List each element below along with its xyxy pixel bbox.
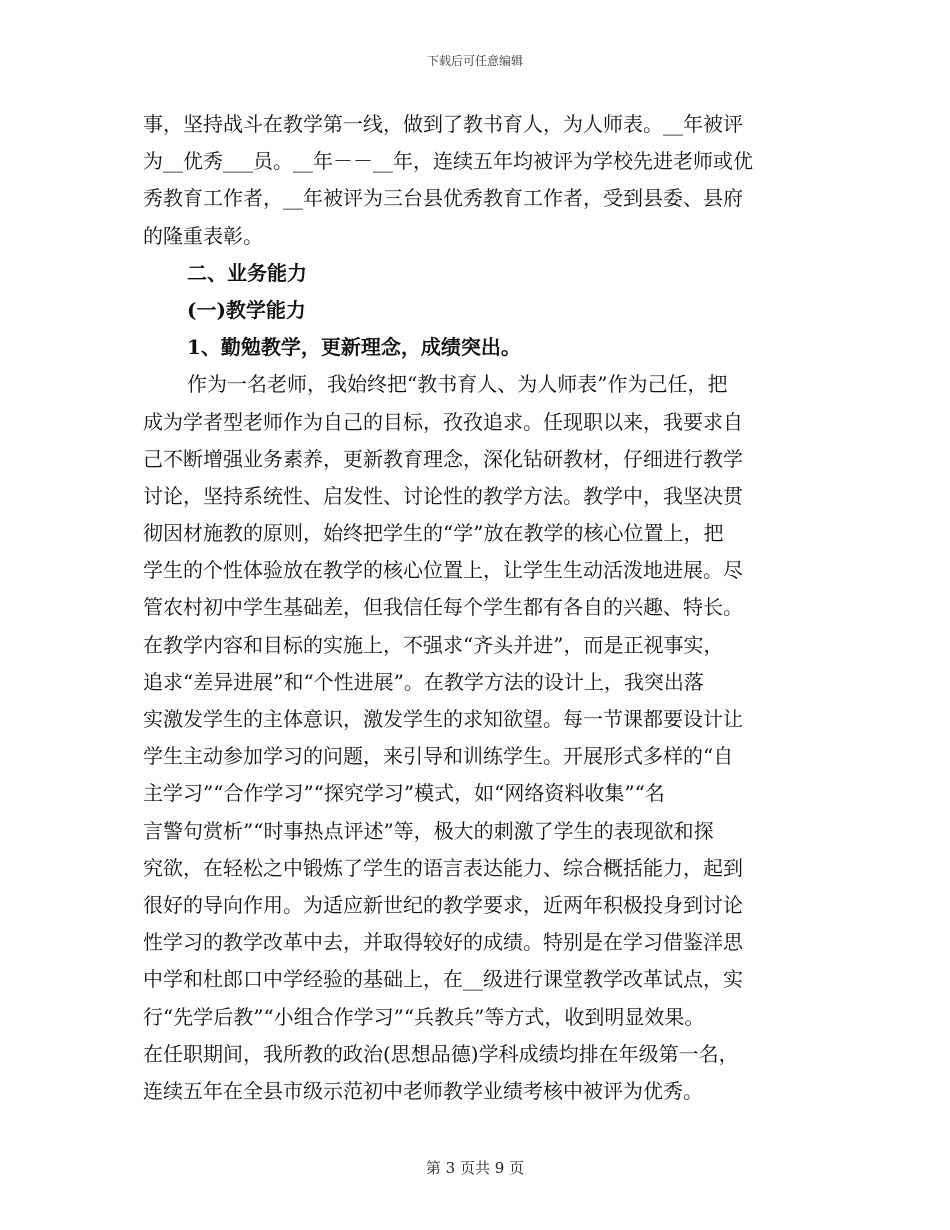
body-line: 性学习的教学改革中去，并取得较好的成绩。特别是在学习借鉴洋思 xyxy=(143,930,743,955)
body-line: 彻因材施教的原则，始终把学生的“学”放在教学的核心位置上，把 xyxy=(143,521,724,546)
point-heading: 1、勤勉教学，更新理念，成绩突出。 xyxy=(187,335,521,360)
body-line: 管农村初中学生基础差，但我信任每个学生都有各自的兴趣、特长。 xyxy=(143,595,743,620)
body-line: 学生的个性体验放在教学的核心位置上，让学生生动活泼地进展。尽 xyxy=(143,558,743,583)
body-line: 为__优秀___员。__年－－__年，连续五年均被评为学校先进老师或优 xyxy=(143,149,753,174)
body-line: 成为学者型老师作为自己的目标，孜孜追求。任现职以来，我要求自 xyxy=(143,409,743,434)
page-footer: 第 3 页共 9 页 xyxy=(425,1159,525,1177)
body-line: 秀教育工作者，__年被评为三台县优秀教育工作者，受到县委、县府 xyxy=(143,186,743,211)
body-line: 很好的导向作用。为适应新世纪的教学要求，近两年积极投身到讨论 xyxy=(143,892,743,917)
body-line: 的隆重表彰。 xyxy=(143,223,263,248)
body-line: 主学习”“合作学习”“探究学习”模式，如“网络资料收集”“名 xyxy=(143,781,665,806)
body-line: 讨论，坚持系统性、启发性、讨论性的教学方法。教学中，我坚决贯 xyxy=(143,483,743,508)
body-line: 学生主动参加学习的问题，来引导和训练学生。开展形式多样的“自 xyxy=(143,744,734,769)
section-heading: 二、业务能力 xyxy=(187,260,307,285)
body-line: 究欲，在轻松之中锻炼了学生的语言表达能力、综合概括能力，起到 xyxy=(143,855,743,880)
body-line: 在任职期间，我所教的政治(思想品德)学科成绩均排在年级第一名， xyxy=(143,1041,739,1066)
paragraph-first-line: 作为一名老师，我始终把“教书育人、为人师表”作为己任，把 xyxy=(187,372,728,397)
body-line: 己不断增强业务素养，更新教育理念，深化钻研教材，仔细进行教学 xyxy=(143,446,743,471)
subsection-heading: (一)教学能力 xyxy=(187,297,306,322)
body-line: 行“先学后教”“小组合作学习”“兵教兵”等方式，收到明显效果。 xyxy=(143,1004,705,1029)
body-line: 连续五年在全县市级示范初中老师教学业绩考核中被评为优秀。 xyxy=(143,1078,703,1103)
page-header: 下载后可任意编辑 xyxy=(426,54,523,68)
body-line: 追求“差异进展”和“个性进展”。在教学方法的设计上，我突出落 xyxy=(143,669,704,694)
body-line: 中学和杜郎口中学经验的基础上，在__级进行课堂教学改革试点，实 xyxy=(143,967,743,992)
body-line: 言警句赏析”“时事热点评述”等，极大的刺激了学生的表现欲和探 xyxy=(143,818,714,843)
body-line: 在教学内容和目标的实施上，不强求“齐头并进”，而是正视事实， xyxy=(143,632,724,657)
document-body xyxy=(143,106,808,1110)
body-line: 事，坚持战斗在教学第一线，做到了教书育人，为人师表。__年被评 xyxy=(143,112,743,136)
body-line: 实激发学生的主体意识，激发学生的求知欲望。每一节课都要设计让 xyxy=(143,707,743,731)
